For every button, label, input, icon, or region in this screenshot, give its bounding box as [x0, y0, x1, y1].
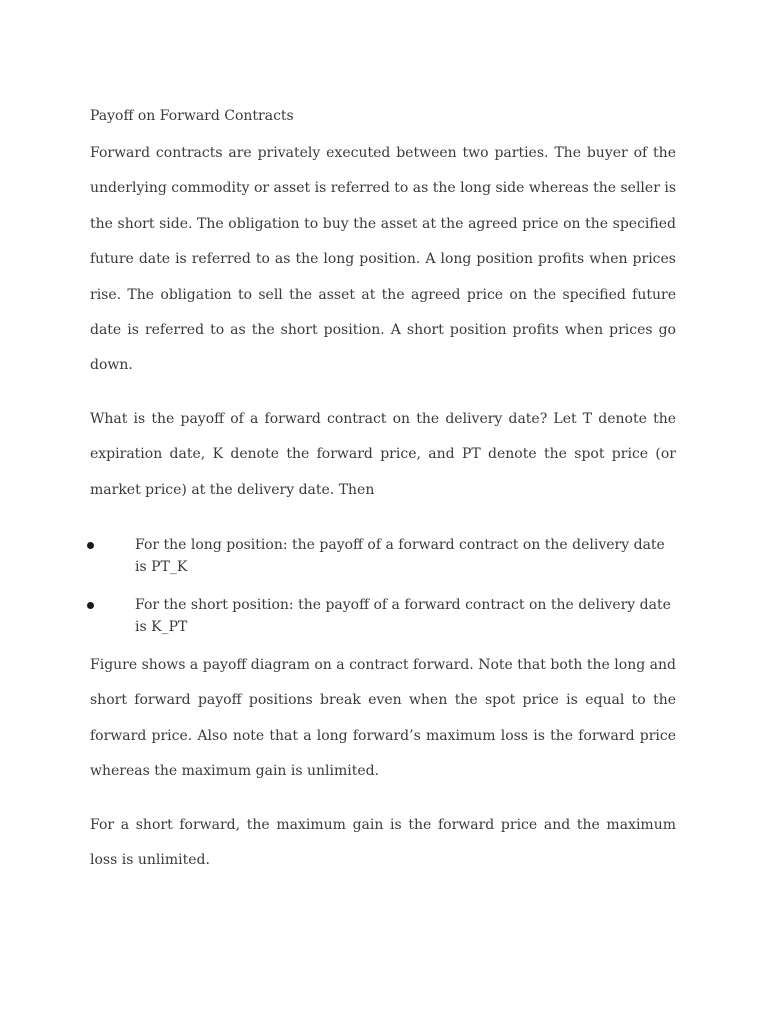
document-title: Payoff on Forward Contracts — [90, 108, 294, 124]
paragraph-short-forward: For a short forward, the maximum gain is the forward price and the maximum loss is unlimited. — [90, 816, 676, 869]
bullet-dot-icon — [87, 602, 94, 609]
paragraph-payoff-question: What is the payoff of a forward contract on the delivery date? Let T denote the expiration date, K denote the forward price, and PT denote the spot price (or market price) at the delivery date. Then — [90, 410, 676, 498]
document-page — [90, 104, 676, 879]
paragraph-payoff-diagram: Figure shows a payoff diagram on a contract forward. Note that both the long and short forward payoff positions break even when the spot price is equal to the forward price. Also note that a long forward’s maximum loss is the forward price whereas the maximum gain is unlimited. — [90, 657, 676, 780]
bullet-text: For the short position: the payoff of a forward contract on the delivery date is K_PT — [135, 597, 671, 636]
bullet-text: For the long position: the payoff of a forward contract on the delivery date is PT_K — [135, 537, 665, 576]
bullet-dot-icon — [87, 542, 94, 549]
bullet-short-position — [90, 586, 676, 646]
bullet-long-position — [90, 526, 676, 586]
payoff-bullet-list — [90, 526, 676, 646]
paragraph-forward-contracts-intro: Forward contracts are privately executed between two parties. The buyer of the underlying commodity or asset is referred to as the long side whereas the seller is the short side. The obligation to buy the asset at the agreed price on the specified future date is referred to as the long position. A long position profits when prices rise. The obligation to sell the asset at the agreed price on the specified future date is referred to as the short position. A short position profits when prices go down. — [90, 145, 676, 374]
